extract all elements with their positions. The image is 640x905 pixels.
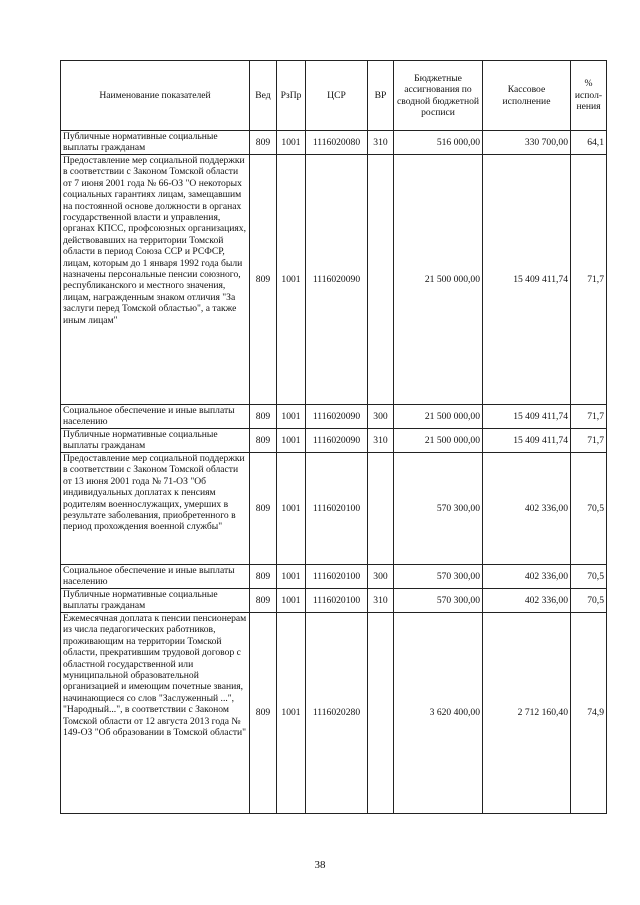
- row-percent: 71,7: [571, 155, 607, 405]
- header-cash-execution: Кассовое исполнение: [483, 61, 571, 131]
- row-ved: 809: [250, 565, 277, 589]
- row-rzpr: 1001: [277, 589, 306, 613]
- row-ved: 809: [250, 405, 277, 429]
- row-ved: 809: [250, 453, 277, 565]
- row-percent: 71,7: [571, 429, 607, 453]
- row-rzpr: 1001: [277, 131, 306, 155]
- table-row: [61, 155, 607, 405]
- row-vr: 300: [368, 565, 394, 589]
- row-name: Публичные нормативные социальные выплаты гражданам: [61, 131, 250, 155]
- row-rzpr: 1001: [277, 155, 306, 405]
- row-name: Социальное обеспечение и иные выплаты населению: [61, 565, 250, 589]
- row-csr: 1116020090: [306, 405, 368, 429]
- row-ved: 809: [250, 131, 277, 155]
- row-rzpr: 1001: [277, 613, 306, 814]
- row-csr: 1116020100: [306, 453, 368, 565]
- row-vr: [368, 613, 394, 814]
- row-budget: 21 500 000,00: [394, 155, 483, 405]
- row-csr: 1116020080: [306, 131, 368, 155]
- row-ved: 809: [250, 589, 277, 613]
- row-percent: 74,9: [571, 613, 607, 814]
- row-rzpr: 1001: [277, 429, 306, 453]
- row-cash: 15 409 411,74: [483, 429, 571, 453]
- row-percent: 64,1: [571, 131, 607, 155]
- header-target-article: ЦСР: [306, 61, 368, 131]
- row-csr: 1116020100: [306, 565, 368, 589]
- header-execution-percent: % испол-нения: [571, 61, 607, 131]
- table-row: [61, 453, 607, 565]
- row-cash: 402 336,00: [483, 565, 571, 589]
- row-rzpr: 1001: [277, 453, 306, 565]
- table-row: [61, 131, 607, 155]
- row-rzpr: 1001: [277, 405, 306, 429]
- page-number: 38: [314, 859, 326, 871]
- row-ved: 809: [250, 613, 277, 814]
- row-budget: 570 300,00: [394, 589, 483, 613]
- row-csr: 1116020280: [306, 613, 368, 814]
- header-budget-allocations: Бюджетные ассигнования по сводной бюджетной росписи: [394, 61, 483, 131]
- row-rzpr: 1001: [277, 565, 306, 589]
- table-header-row: [61, 61, 607, 131]
- table-row: [61, 429, 607, 453]
- row-cash: 2 712 160,40: [483, 613, 571, 814]
- row-budget: 3 620 400,00: [394, 613, 483, 814]
- row-vr: [368, 453, 394, 565]
- row-budget: 21 500 000,00: [394, 405, 483, 429]
- row-budget: 570 300,00: [394, 565, 483, 589]
- row-name: Предоставление мер социальной поддержки в соответствии с Законом Томской области от 13 июня 2001 года № 71-ОЗ "Об индивидуальных доплатах к пенсиям родителям военнослужащих, умерших в результате заболевания, приобретенного в период прохождения военной службы": [61, 453, 250, 565]
- header-section-code: РзПр: [277, 61, 306, 131]
- table-row: [61, 565, 607, 589]
- row-cash: 15 409 411,74: [483, 155, 571, 405]
- row-vr: 300: [368, 405, 394, 429]
- row-vr: 310: [368, 589, 394, 613]
- row-percent: 70,5: [571, 565, 607, 589]
- row-cash: 402 336,00: [483, 589, 571, 613]
- row-vr: [368, 155, 394, 405]
- row-vr: 310: [368, 429, 394, 453]
- budget-execution-table: [60, 60, 607, 814]
- row-budget: 570 300,00: [394, 453, 483, 565]
- row-percent: 70,5: [571, 589, 607, 613]
- row-cash: 402 336,00: [483, 453, 571, 565]
- row-csr: 1116020090: [306, 429, 368, 453]
- row-csr: 1116020100: [306, 589, 368, 613]
- row-name: Публичные нормативные социальные выплаты гражданам: [61, 429, 250, 453]
- row-csr: 1116020090: [306, 155, 368, 405]
- header-expense-type: ВР: [368, 61, 394, 131]
- table-row: [61, 589, 607, 613]
- row-cash: 15 409 411,74: [483, 405, 571, 429]
- row-vr: 310: [368, 131, 394, 155]
- row-name: Социальное обеспечение и иные выплаты населению: [61, 405, 250, 429]
- header-department-code: Вед: [250, 61, 277, 131]
- header-indicator-name: Наименование показателей: [61, 61, 250, 131]
- row-ved: 809: [250, 155, 277, 405]
- row-percent: 70,5: [571, 453, 607, 565]
- row-name: Ежемесячная доплата к пенсии пенсионерам из числа педагогических работников, проживающим на территории Томской области, прекратившим трудовой договор с областной государственной или муниципальной образовательной организацией и имеющим почетные звания, начинающиеся со слов "Заслуженный ...", "Народный...", в соответствии с Законом Томской области от 12 августа 2013 года № 149-ОЗ "Об образовании в Томской области": [61, 613, 250, 814]
- row-budget: 516 000,00: [394, 131, 483, 155]
- row-name: Предоставление мер социальной поддержки в соответствии с Законом Томской области от 7 июня 2001 года № 66-ОЗ "О некоторых социальных гарантиях лицам, замещавшим на постоянной основе должности в органах государственной власти и управления, органах КПСС, профсоюзных организациях, действовавших на территории Томской области в период Союза ССР и РСФСР, лицам, которым до 1 января 1992 года были назначены персональные пенсии союзного, республиканского и местного значения, лицам, награжденным знаком отличия "За заслуги перед Томской областью", а также иным лицам": [61, 155, 250, 405]
- row-ved: 809: [250, 429, 277, 453]
- row-cash: 330 700,00: [483, 131, 571, 155]
- table-row: [61, 613, 607, 814]
- table-row: [61, 405, 607, 429]
- row-budget: 21 500 000,00: [394, 429, 483, 453]
- row-percent: 71,7: [571, 405, 607, 429]
- row-name: Публичные нормативные социальные выплаты гражданам: [61, 589, 250, 613]
